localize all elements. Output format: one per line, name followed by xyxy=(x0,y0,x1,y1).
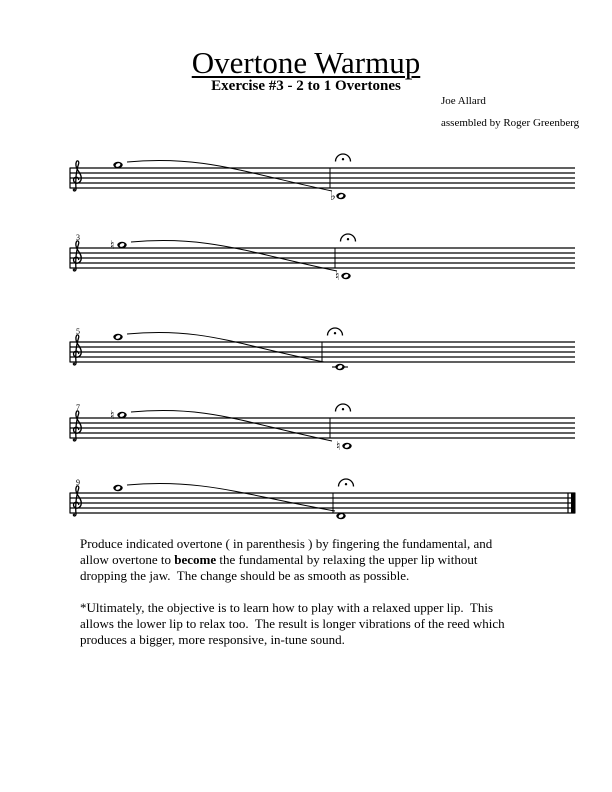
whole-note xyxy=(336,193,345,199)
treble-clef-icon xyxy=(73,335,81,365)
slur xyxy=(127,483,335,511)
whole-note xyxy=(113,162,122,168)
measure-number: 7 xyxy=(76,403,80,412)
natural-icon: ♮ xyxy=(336,439,341,453)
staff-system xyxy=(70,327,575,370)
text-line: dropping the jaw. The change should be as smooth as possible. xyxy=(80,568,410,583)
treble-clef-icon xyxy=(73,411,81,441)
page-title: Overtone Warmup xyxy=(191,45,421,80)
whole-note xyxy=(117,412,126,418)
whole-note xyxy=(117,242,126,248)
measure-number: 5 xyxy=(76,327,80,336)
paragraph xyxy=(80,600,505,648)
fermata-icon xyxy=(336,404,351,412)
measure-number: 9 xyxy=(76,478,80,487)
whole-note xyxy=(341,273,350,279)
text-line: produces a bigger, more responsive, in-tune sound. xyxy=(80,632,345,647)
flat-icon: ♭ xyxy=(330,189,336,203)
text-line: Produce indicated overtone ( in parenthesis ) by fingering the fundamental, and xyxy=(80,536,493,551)
staff-system xyxy=(70,478,576,519)
instructions-text xyxy=(80,536,505,664)
treble-clef-icon xyxy=(73,241,81,271)
natural-icon: ♮ xyxy=(335,269,340,283)
page-subtitle: Exercise #3 - 2 to 1 Overtones xyxy=(211,78,401,94)
staff-system xyxy=(70,233,575,283)
natural-icon: ♮ xyxy=(110,408,115,422)
slur xyxy=(127,160,332,191)
credit-author: Joe Allard xyxy=(441,95,486,107)
whole-note xyxy=(342,443,351,449)
fermata-icon xyxy=(339,479,354,487)
fermata-icon xyxy=(328,328,343,336)
treble-clef-icon xyxy=(73,486,81,516)
whole-note xyxy=(113,485,122,491)
measure-number: 3 xyxy=(76,233,80,242)
slur xyxy=(131,410,332,441)
fermata-icon xyxy=(336,154,351,162)
whole-note xyxy=(335,364,344,370)
staff-system xyxy=(70,154,575,203)
treble-clef-icon xyxy=(73,161,81,191)
text-line: *Ultimately, the objective is to learn how to play with a relaxed upper lip. This xyxy=(80,600,494,615)
credit-assembler: assembled by Roger Greenberg xyxy=(441,117,580,129)
whole-note xyxy=(336,513,345,519)
text-line: allows the lower lip to relax too. The result is longer vibrations of the reed which xyxy=(80,616,505,631)
natural-icon: ♮ xyxy=(110,238,115,252)
staff-system xyxy=(70,403,575,453)
slur xyxy=(131,240,337,271)
fermata-icon xyxy=(341,234,356,242)
whole-note xyxy=(113,334,122,340)
text-line: allow overtone to become the fundamental by relaxing the upper lip without xyxy=(80,552,478,567)
paragraph xyxy=(80,536,505,584)
